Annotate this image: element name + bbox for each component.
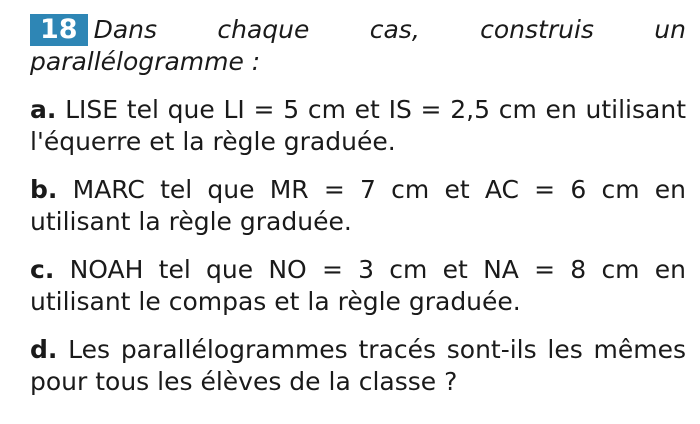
exercise-header — [30, 14, 686, 78]
item-text: LISE tel que LI = 5 cm et IS = 2,5 cm en utilisant l'équerre et la règle graduée. — [30, 95, 686, 156]
exercise-block — [30, 14, 686, 398]
exercise-item-d — [30, 334, 686, 398]
exercise-instruction: Dans chaque cas, construis un parallélogramme : — [30, 15, 686, 76]
item-letter: d. — [30, 335, 58, 364]
exercise-item-c — [30, 254, 686, 318]
item-letter: a. — [30, 95, 57, 124]
exercise-item-b — [30, 174, 686, 238]
exercise-number-badge: 18 — [30, 14, 88, 46]
item-text: NOAH tel que NO = 3 cm et NA = 8 cm en utilisant le compas et la règle graduée. — [30, 255, 687, 316]
item-text: MARC tel que MR = 7 cm et AC = 6 cm en utilisant la règle graduée. — [30, 175, 686, 236]
exercise-item-a — [30, 94, 686, 158]
item-letter: b. — [30, 175, 58, 204]
item-text: Les parallélogrammes tracés sont-ils les mêmes pour tous les élèves de la classe ? — [30, 335, 687, 396]
item-letter: c. — [30, 255, 55, 284]
